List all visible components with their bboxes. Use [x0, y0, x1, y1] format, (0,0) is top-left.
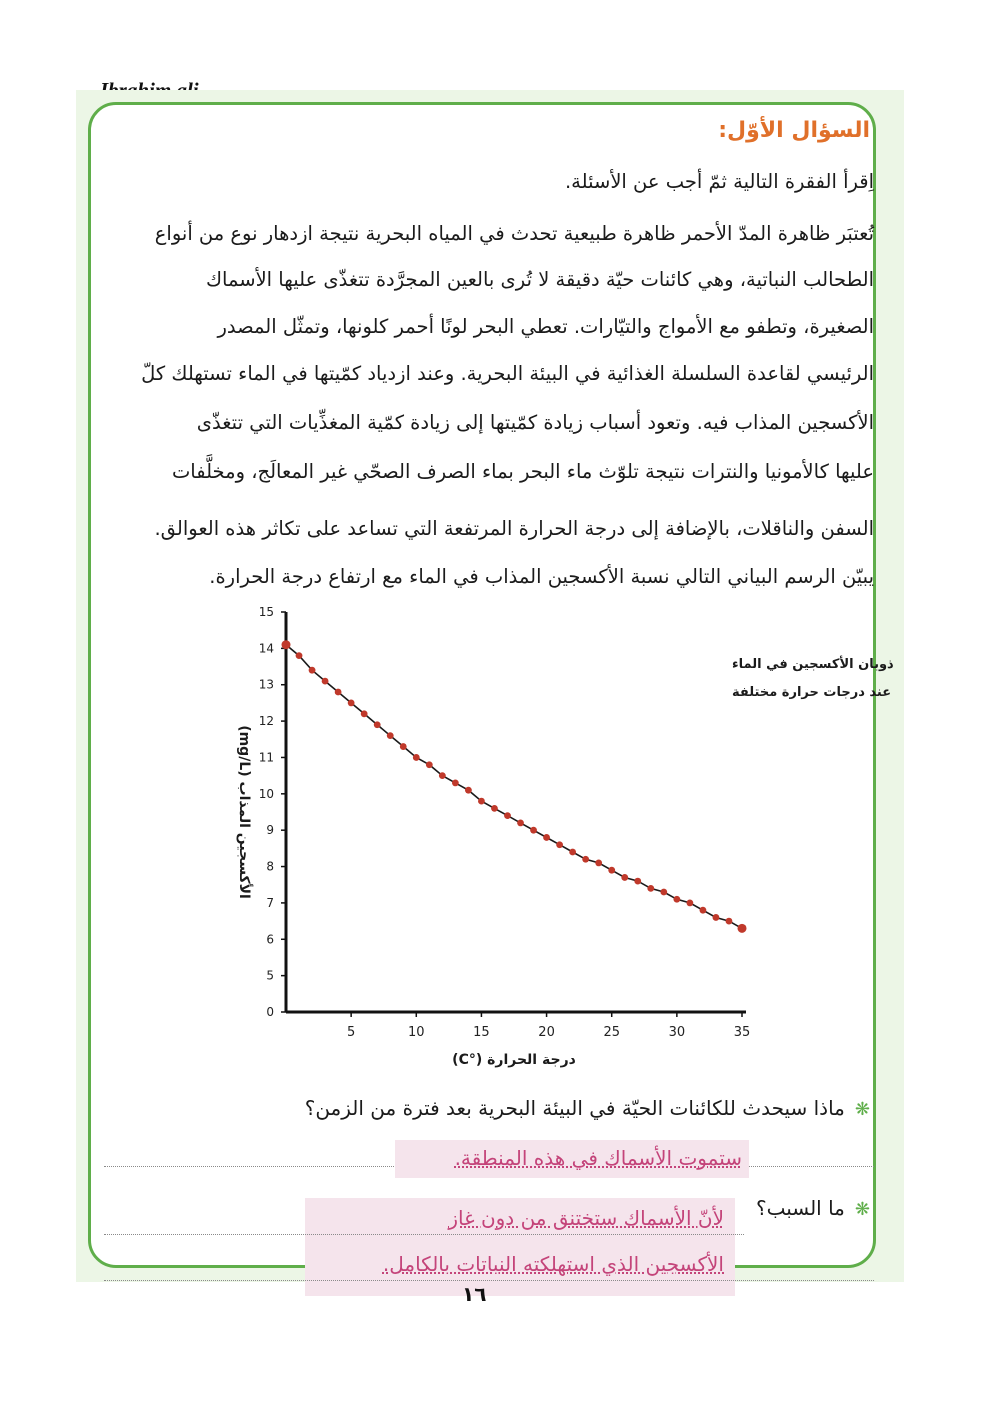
y-tick-label: 7: [266, 895, 274, 910]
data-point: [426, 761, 433, 768]
instruction-text: اِقرأ الفقرة التالية ثمّ أجب عن الأسئلة.: [564, 170, 874, 193]
data-point: [504, 812, 511, 819]
data-point: [608, 867, 615, 874]
y-tick-label: 13: [258, 677, 274, 692]
paragraph-line: الصغيرة، وتطفو مع الأمواج والتيّارات. تعطي البحر لونًا أحمر كلونها، وتمثّل المصدر: [217, 315, 874, 338]
data-point: [569, 849, 576, 856]
y-tick-label: 5: [266, 968, 274, 983]
data-point: [517, 820, 524, 827]
chart-title-line: عند درجات حرارة مختلفة: [732, 685, 892, 700]
paragraph-line: عليها كالأمونيا والنترات نتيجة تلوّث ماء البحر بماء الصرف الصحّي غير المعالَج، ومخلَّفات: [171, 460, 874, 483]
data-point: [673, 896, 680, 903]
question-1-text: ماذا سيحدث للكائنات الحيّة في البيئة البحرية بعد فترة من الزمن؟: [304, 1096, 845, 1120]
chart-title-line: ذوبان الأكسجين في الماء: [732, 657, 894, 672]
data-point: [543, 834, 550, 841]
y-tick-label: 9: [266, 823, 274, 838]
x-tick-label: 15: [473, 1025, 490, 1040]
answer-2-line-2: الأكسجين الذي استهلكته النباتات بالكامل.: [382, 1252, 724, 1276]
oxygen-chart: [200, 600, 894, 1080]
x-tick-label: 25: [603, 1025, 620, 1040]
data-point: [322, 678, 329, 685]
data-point: [700, 907, 707, 914]
y-tick-label: 8: [266, 859, 274, 874]
data-point: [413, 754, 420, 761]
x-tick-label: 35: [733, 1025, 751, 1040]
answer-1-text: ستموت الأسماك في هذه المنطقة.: [454, 1146, 742, 1170]
paragraph-line: يبيّن الرسم البياني التالي نسبة الأكسجين المذاب في الماء مع ارتفاع درجة الحرارة.: [209, 565, 874, 588]
data-point: [726, 918, 733, 925]
data-point: [374, 721, 381, 728]
question-title: السؤال الأوّل:: [718, 118, 870, 143]
data-point: [647, 885, 654, 892]
paragraph-line: تُعتبَر ظاهرة المدّ الأحمر ظاهرة طبيعية تحدث في المياه البحرية نتيجة ازدهار نوع من أنواع: [154, 222, 874, 245]
data-point: [282, 640, 291, 649]
x-tick-label: 30: [668, 1025, 686, 1040]
y-tick-label: 6: [266, 932, 274, 947]
y-tick-label: 11: [258, 750, 274, 765]
data-point: [582, 856, 589, 863]
data-point: [738, 924, 747, 933]
y-tick-label: 15: [258, 605, 274, 619]
paragraph-line: الطحالب النباتية، وهي كائنات حيّة دقيقة لا تُرى بالعين المجرَّدة تتغذّى عليها الأسماك: [205, 268, 874, 291]
data-point: [634, 878, 641, 885]
data-point: [660, 889, 667, 896]
paragraph-line: الأكسجين المذاب فيه. وتعود أسباب زيادة كمّيتها إلى زيادة كمّية المغذِّيات التي تتغذّى: [196, 411, 874, 434]
data-point: [621, 874, 628, 881]
data-point: [348, 700, 355, 707]
paragraph-line: السفن والناقلات، بالإضافة إلى درجة الحرارة المرتفعة التي تساعد على تكاثر هذه العوالق.: [154, 517, 874, 540]
chart-svg: [200, 600, 894, 1080]
data-point: [452, 780, 459, 787]
answer-line: [104, 1280, 874, 1281]
question-2-text: ما السبب؟: [755, 1196, 845, 1220]
bullet-star-icon: ❋: [854, 1199, 870, 1220]
data-point: [713, 914, 720, 921]
y-tick-label: 12: [258, 714, 274, 729]
page-number: ١٦: [462, 1282, 487, 1306]
y-tick-label: 14: [258, 641, 274, 656]
y-axis-label: الأكسجين المذاب (mg/L): [236, 725, 252, 899]
data-point: [439, 772, 446, 779]
data-point: [530, 827, 537, 834]
x-tick-label: 5: [347, 1025, 356, 1040]
data-point: [478, 798, 485, 805]
data-point: [361, 710, 368, 717]
paragraph-line: الرئيسي لقاعدة السلسلة الغذائية في البيئة البحرية. وعند ازدياد كمّيتها في الماء تستهلك كلّ: [141, 362, 874, 385]
oxygen-series-line: [286, 645, 742, 929]
x-tick-label: 10: [408, 1025, 425, 1040]
data-point: [686, 900, 693, 907]
x-tick-label: 20: [538, 1025, 555, 1040]
x-axis-label: درجة الحرارة (°C): [452, 1052, 576, 1068]
data-point: [465, 787, 472, 794]
bullet-star-icon: ❋: [854, 1099, 870, 1120]
data-point: [335, 689, 342, 696]
data-point: [400, 743, 407, 750]
data-point: [296, 652, 303, 659]
data-point: [595, 860, 602, 867]
question-1: [305, 1096, 870, 1120]
data-point: [309, 667, 316, 674]
data-point: [387, 732, 394, 739]
data-point: [556, 841, 563, 848]
y-tick-label: 0: [266, 1005, 274, 1019]
question-2: [756, 1196, 870, 1220]
answer-line: [104, 1234, 744, 1235]
data-point: [491, 805, 498, 812]
answer-2-line-1: لأنّ الأسماك ستختنق من دون غاز: [448, 1206, 724, 1230]
y-tick-label: 10: [258, 786, 274, 801]
